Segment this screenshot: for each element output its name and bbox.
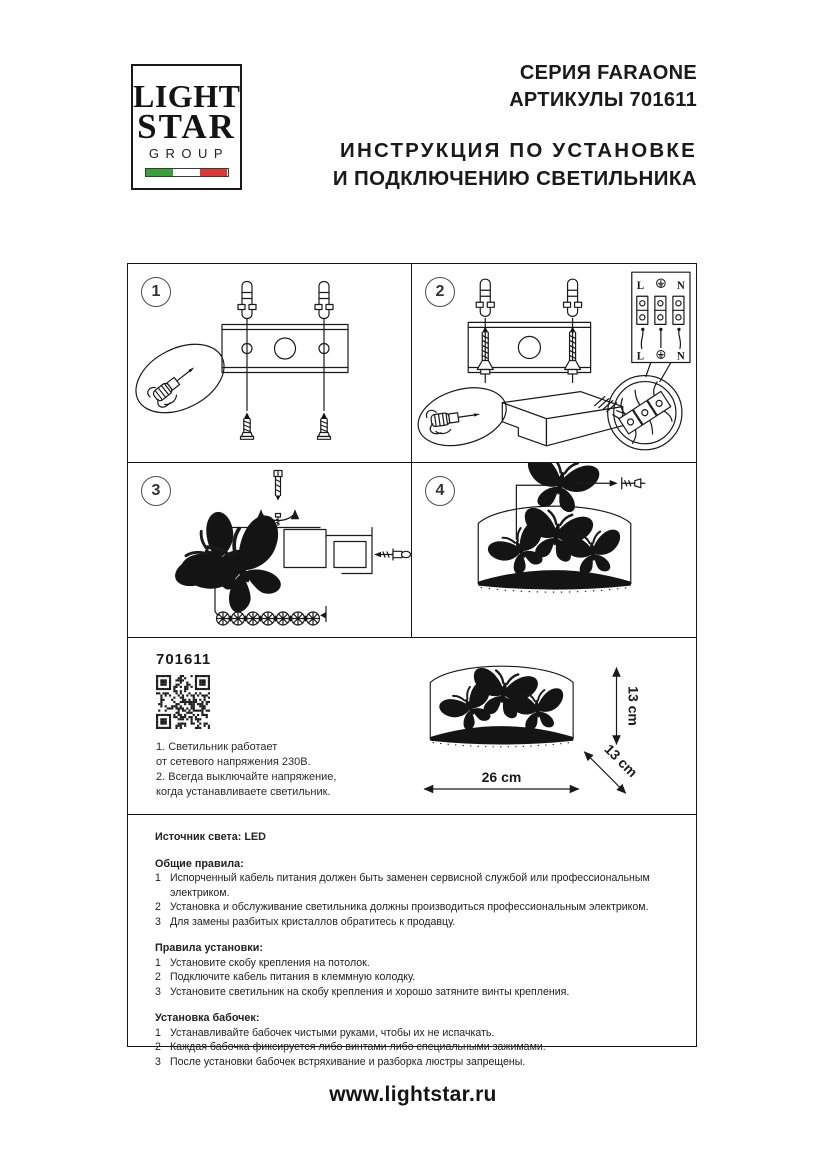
step-panel-1 <box>128 264 412 463</box>
note-line: 2. Всегда выключайте напряжение, <box>156 771 337 783</box>
note-line: от сетевого напряжения 230В. <box>156 756 311 768</box>
dimension-depth <box>585 741 641 793</box>
italian-flag-icon <box>145 168 229 177</box>
rule-item: 3 После установки бабочек встряхивание и разборка люстры запрещены. <box>155 1055 526 1068</box>
instruction-title-line2: И ПОДКЛЮЧЕНИЮ СВЕТИЛЬНИКА <box>332 167 697 190</box>
earth-icon <box>657 279 666 288</box>
earth-icon <box>657 350 665 358</box>
instruction-table <box>127 263 697 1068</box>
mounting-bracket <box>222 325 348 373</box>
lamp-shade-diagram <box>478 506 631 592</box>
crystal-strand <box>215 607 326 626</box>
terminal-diagram <box>632 272 690 381</box>
rule-item: 3 Для замены разбитых кристаллов обратитесь к продавцу. <box>155 915 456 928</box>
dimension-width <box>425 769 579 789</box>
section-butterfly-rules <box>155 1011 684 1069</box>
screw-icon <box>241 413 331 440</box>
steps-grid <box>128 264 696 638</box>
qr-code <box>156 675 210 729</box>
section-title: Установка бабочек: <box>155 1012 260 1024</box>
svg-text:13 cm: 13 cm <box>625 686 642 726</box>
screwdriver-hand-icon <box>412 378 513 455</box>
butterfly-icon <box>177 511 306 628</box>
flag-white-stripe <box>173 169 200 176</box>
drill-hand-icon <box>128 330 235 426</box>
specs-panel <box>128 815 696 1068</box>
articles-title: АРТИКУЛЫ 701611 <box>509 89 697 111</box>
wall-anchor-icon <box>238 282 333 319</box>
small-screw-icon <box>276 514 281 526</box>
rule-item: 1 Установите скобу крепления на потолок. <box>155 956 370 969</box>
rule-item: 3 Установите светильник на скобу крепления и хорошо затяните винты крепления. <box>155 985 570 998</box>
screw-icon <box>622 478 645 489</box>
rule-item: 2 Установка и обслуживание светильника должны производиться профессиональным электриком. <box>155 901 649 913</box>
dimension-height <box>617 668 642 744</box>
step-number-badge: 1 <box>141 277 171 307</box>
note-line: когда устанавливаете светильник. <box>156 786 331 798</box>
light-source: Источник света: LED <box>155 831 266 843</box>
flag-green-stripe <box>146 169 173 176</box>
instruction-title <box>333 137 697 193</box>
step-panel-3 <box>128 463 412 638</box>
rule-item: 2 Подключите кабель питания в клеммную колодку. <box>155 971 416 983</box>
section-title: Правила установки: <box>155 942 263 954</box>
note-line: 1. Светильник работает <box>156 741 278 753</box>
series-title: СЕРИЯ FARAONE <box>519 62 697 84</box>
section-general-rules <box>155 857 684 930</box>
rule-item: 1 Устанавливайте бабочек чистыми руками, чтобы их не испачкать. <box>155 1026 495 1039</box>
product-notes <box>156 740 336 800</box>
step-number-badge: 2 <box>425 277 455 307</box>
step-number-badge: 4 <box>425 476 455 506</box>
section-title: Общие правила: <box>155 857 244 870</box>
terminal-label-l-bottom: L <box>636 350 645 363</box>
screw-icon <box>274 471 282 501</box>
footer-url: www.lightstar.ru <box>329 1083 497 1106</box>
lamp-shade-diagram <box>430 666 573 747</box>
instruction-title-line1: ИНСТРУКЦИЯ ПО УСТАНОВКЕ <box>340 139 697 162</box>
flag-red-stripe <box>200 169 227 176</box>
document-title <box>333 60 697 193</box>
article-number: 701611 <box>156 651 212 668</box>
side-screw-icon <box>374 549 411 560</box>
canopy-box <box>502 392 632 446</box>
step-number-badge: 3 <box>141 476 171 506</box>
terminal-label-n-bottom: N <box>676 350 685 363</box>
step-panel-4 <box>412 463 696 638</box>
step-panel-2 <box>412 264 696 463</box>
logo-light-text: LIGHT <box>133 78 241 114</box>
rule-item: 1 Испорченный кабель питания должен быть заменен сервисной службой или профессиональным электриком. <box>155 872 650 899</box>
arrow-icon <box>610 480 618 486</box>
section-install-rules <box>155 941 684 999</box>
svg-text:13 cm: 13 cm <box>601 740 641 781</box>
lightstar-logo <box>131 64 242 190</box>
svg-text:26 cm: 26 cm <box>481 769 522 785</box>
rule-item: 2 Каждая бабочка фиксируется либо винтами либо специальными зажимами. <box>155 1041 546 1053</box>
wall-anchor-icon <box>476 279 581 316</box>
terminal-label-l-top: L <box>636 280 645 293</box>
logo-star-text: STAR <box>137 107 236 146</box>
product-panel <box>128 638 696 815</box>
terminal-label-n-top: N <box>676 280 685 293</box>
logo-group-text: GROUP <box>148 146 230 161</box>
